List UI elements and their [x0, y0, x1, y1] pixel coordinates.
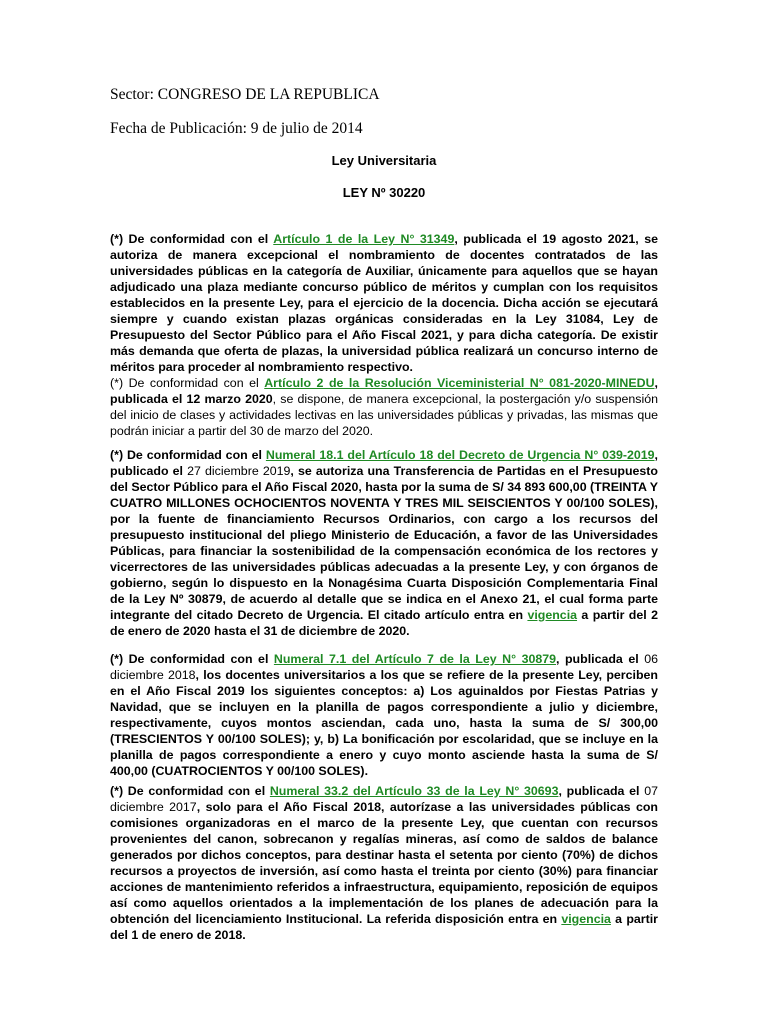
- note-tail: a partir del 1 de enero de 2018.: [110, 912, 658, 942]
- link-numeral-18-1-du-039-2019[interactable]: Numeral 18.1 del Artículo 18 del Decreto de Urgencia N° 039-2019: [265, 448, 655, 462]
- note-body: , los docentes universitarios a los que se refiere de la presente Ley, perciben en el Año Fiscal 2019 los siguientes conceptos: a) Los aguinaldos por Fiestas Patrias y Navidad, que se incluyen en la planilla de pagos correspondiente a julio y diciembre, respectivamente, cuyos montos asciendan, cada uno, hasta la suma de S/ 300,00 (TRESCIENTOS Y 00/100 SOLES); y, b) La bonificación por escolaridad, que se incluye en la planilla de pagos correspondiente a enero y cuyo monto asciende hasta la suma de S/ 400,00 (CUATROCIENTOS Y 00/100 SOLES).: [110, 668, 658, 778]
- link-numeral-33-2-ley-30693[interactable]: Numeral 33.2 del Artículo 33 de la Ley N° 30693: [269, 784, 559, 798]
- link-numeral-7-1-ley-30879[interactable]: Numeral 7.1 del Artículo 7 de la Ley N° 30879: [273, 652, 557, 666]
- note-prefix: (*) De conformidad con el: [110, 232, 274, 246]
- note-prefix: (*) De conformidad con el: [110, 652, 274, 666]
- note-ley-31349: [110, 231, 658, 375]
- note-rvm-081-2020: [110, 375, 658, 439]
- note-prefix: (*) De conformidad con el: [110, 376, 265, 390]
- note-published: , publicado el: [110, 448, 658, 478]
- note-body: , solo para el Año Fiscal 2018, autorízase a las universidades públicas con comisiones organizadoras en el marco de la presente Ley, que cuentan con recursos provenientes del canon, sobrecanon y regalías mineras, así como de saldos de balance generados por dichos conceptos, para destinar hasta el setenta por ciento (70%) de dichos recursos a proyectos de inversión, así como hasta el treinta por ciento (30%) para financiar acciones de mantenimiento referidos a infraestructura, equipamiento, reposición de equipos así como aquellos orientados a la implementación de los planes de adecuación para la obtención del licenciamiento Institucional. La referida disposición entra en: [110, 800, 658, 926]
- note-body: , publicada el 19 agosto 2021, se autoriza de manera excepcional el nombramiento de docentes contratados de las universidades públicas en la categoría de Auxiliar, únicamente para aquellos que se hayan adjudicado una plaza mediante concurso público de méritos y cumplan con los requisitos establecidos en la presente Ley, para el ejercicio de la docencia. Dicha acción se ejecutará siempre y cuando existan plazas orgánicas consideradas en la Ley 31084, Ley de Presupuesto del Sector Público para el Año Fiscal 2021, y para dicha categoría. De existir más demanda que oferta de plazas, la universidad pública realizará un concurso interno de méritos para proceder al nombramiento respectivo.: [110, 232, 659, 374]
- note-du-039-2019: [110, 447, 658, 639]
- law-name-title: Ley Universitaria: [331, 153, 437, 168]
- note-date: , publicada el 12 marzo 2020: [110, 376, 658, 406]
- note-ley-30879: [110, 651, 658, 779]
- sector-line: Sector: CONGRESO DE LA REPUBLICA: [110, 86, 380, 103]
- note-date: 27 diciembre 2019: [187, 464, 291, 478]
- note-published: , publicada el: [558, 784, 645, 798]
- note-body: , se dispone, de manera excepcional, la postergación y/o suspensión del inicio de clases y actividades lectivas en las universidades públicas y privadas, las mismas que podrán iniciar a partir del 30 de marzo del 2020.: [110, 392, 659, 438]
- note-prefix: (*) De conformidad con el: [110, 448, 266, 462]
- link-articulo-1-ley-31349[interactable]: Artículo 1 de la Ley N° 31349: [273, 232, 455, 246]
- note-body: , se autoriza una Transferencia de Partidas en el Presupuesto del Sector Público para el Año Fiscal 2020, hasta por la suma de S/ 34 893 600,00 (TREINTA Y CUATRO MILLONES OCHOCIENTOS NOVENTA Y TRES MIL SEISCIENTOS Y 00/100 SOLES), por la fuente de financiamiento Recursos Ordinarios, con cargo a los recursos del presupuesto institucional del pliego Ministerio de Educación, a favor de las Universidades Públicas, para financiar la sostenibilidad de la compensación económica de los rectores y vicerrectores de las universidades públicas adecuadas a la presente Ley, y con órganos de gobierno, según lo dispuesto en la Nonagésima Cuarta Disposición Complementaria Final de la Ley Nº 30879, de acuerdo al detalle que se indica en el Anexo 21, el cual forma parte integrante del citado Decreto de Urgencia. El citado artículo entra en: [110, 464, 658, 622]
- note-date: 07 diciembre 2017: [110, 784, 658, 814]
- note-date: 06 diciembre 2018: [110, 652, 658, 682]
- note-prefix: (*) De conformidad con el: [110, 784, 270, 798]
- link-vigencia[interactable]: vigencia: [527, 608, 578, 622]
- note-ley-30693: [110, 783, 658, 943]
- law-number-title: LEY Nº 30220: [342, 185, 426, 200]
- link-articulo-2-rvm-081-2020[interactable]: Artículo 2 de la Resolución Viceministerial N° 081-2020-MINEDU: [264, 376, 655, 390]
- note-published: , publicada el: [556, 652, 645, 666]
- publication-date: Fecha de Publicación: 9 de julio de 2014: [110, 120, 363, 137]
- link-vigencia[interactable]: vigencia: [561, 912, 611, 926]
- note-tail: a partir del 2 de enero de 2020 hasta el 31 de diciembre de 2020.: [110, 608, 658, 638]
